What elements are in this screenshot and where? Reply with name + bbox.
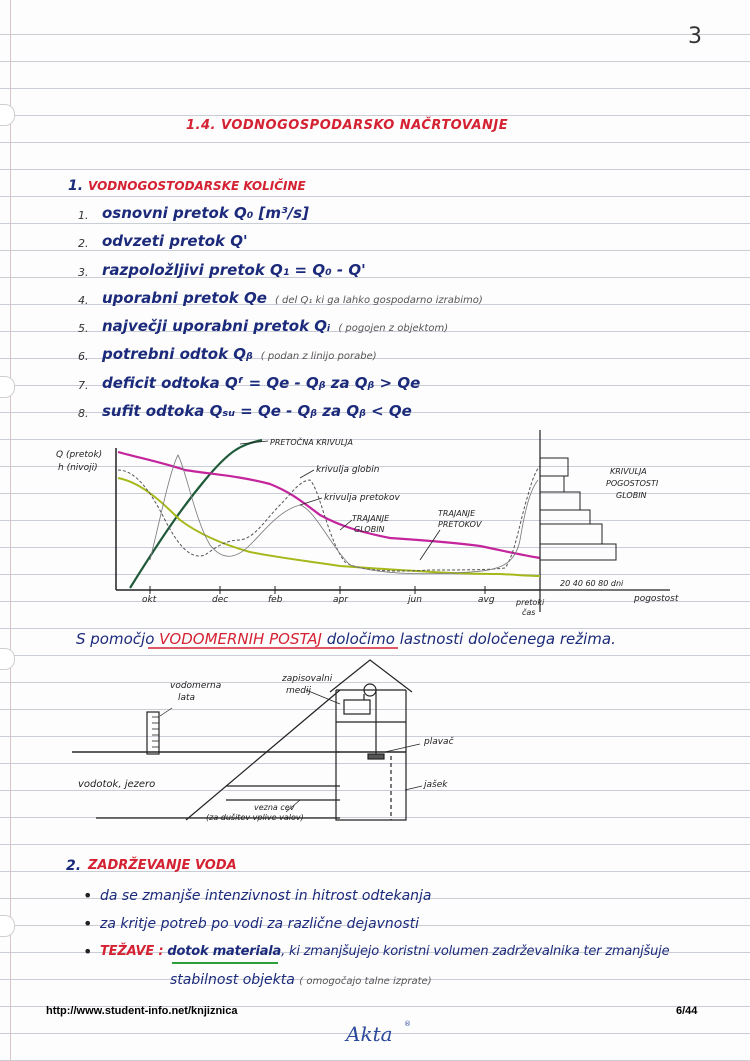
footer-page: 6/44 — [676, 1005, 698, 1017]
month-label: apr — [333, 595, 348, 605]
label-plovac: plavač — [424, 737, 454, 747]
section-title: 1.4. VODNOGOSPODARSKO NAČRTOVANJE — [186, 118, 509, 133]
station-diagram — [72, 660, 422, 820]
subsection-2-title: ZADRŽEVANJE VODA — [88, 858, 237, 873]
freq-ticks: 20 40 60 80 dni — [560, 579, 624, 588]
pogostost-histogram — [540, 458, 616, 560]
subsection-1-number: 1. — [68, 178, 84, 194]
definition-text: razpoložljivi pretok Q₁ = Q₀ - Q' — [102, 261, 366, 279]
definition-note: ( podan z linijo porabe) — [260, 351, 377, 362]
month-label: jun — [408, 595, 422, 605]
label-krivulja-pogostosti-3: GLOBIN — [616, 491, 647, 500]
definition-number: 8. — [78, 407, 89, 420]
label-trajanje-pretokov-2: PRETOKOV — [438, 520, 482, 529]
definition-number: 5. — [78, 322, 89, 335]
definition-note: ( del Q₁ ki ga lahko gospodarno izrabimo) — [274, 295, 483, 306]
label-vodomerna-1: vodomerna — [170, 681, 222, 691]
definition-number: 1. — [78, 209, 89, 222]
month-label: avg — [478, 595, 495, 605]
subsection-1-title: VODNOGOSTODARSKE KOLIČINE — [88, 179, 306, 193]
bullet-dot: • — [83, 942, 93, 961]
pointer-krivulja-globin — [300, 470, 314, 478]
footer-url[interactable]: http://www.student-info.net/knjiznica — [46, 1005, 238, 1017]
sentence-highlight: VODOMERNIH POSTAJ — [159, 630, 322, 648]
subsection-2-number: 2. — [66, 858, 82, 874]
definition-number: 2. — [78, 237, 89, 250]
bullet-item: da se zmanjše intenzivnost in hitrost odtekanja — [100, 888, 432, 904]
tezave-highlight: dotok materiala — [167, 944, 282, 959]
x-end-label-2: čas — [522, 608, 536, 617]
label-krivulja-pogostosti-1: KRIVULJA — [610, 467, 647, 476]
definition-text: sufit odtoka Qₛᵤ = Qe - Qᵦ za Qᵦ < Qe — [102, 402, 412, 420]
tezave-label: TEŽAVE : — [100, 944, 164, 959]
tezave-line-2 — [170, 972, 432, 988]
definition-text: odvzeti pretok Q' — [102, 232, 248, 250]
plovac-float — [368, 754, 384, 759]
sentence-prefix: S pomočjo — [76, 630, 160, 648]
registered-mark: ® — [404, 1020, 411, 1028]
label-vezna-cev-note: (za dušitev vplive valov) — [206, 813, 304, 822]
label-trajanje-pretokov-1: TRAJANJE — [438, 509, 476, 518]
bullet-dot: • — [83, 886, 93, 905]
label-krivulja-pretokov: krivulja pretokov — [324, 493, 400, 503]
tezave-line2-note: ( omogočajo talne izprate) — [299, 976, 432, 987]
definition-number: 6. — [78, 350, 89, 363]
label-vodotok: vodotok, jezero — [78, 779, 156, 790]
month-label: okt — [142, 595, 157, 605]
definition-text: uporabni pretok Qe — [102, 289, 267, 307]
tower-roof — [330, 660, 412, 692]
label-zapisovalni-1: zapisovalni — [282, 674, 333, 684]
pointer-trajanje-pretokov — [420, 530, 440, 560]
month-label: feb — [268, 595, 283, 605]
label-trajanje-globin-1: TRAJANJE — [352, 514, 390, 523]
tezave-rest: , ki zmanjšujejo koristni volumen zadrževalnika ter zmanjšuje — [281, 944, 670, 959]
label-trajanje-globin-2: GLOBIN — [354, 525, 385, 534]
label-vodomerna-2: lata — [178, 693, 196, 703]
definition-note: ( pogojen z objektom) — [338, 323, 449, 334]
tezave-line2: stabilnost objekta — [170, 972, 295, 988]
bullet-item: za kritje potreb po vodi za različne dejavnosti — [100, 916, 420, 932]
sentence-suffix: določimo lastnosti določenega režima. — [321, 630, 616, 648]
definition-text: deficit odtoka Qᶠ = Qe - Qᵦ za Qᵦ > Qe — [102, 374, 421, 392]
definition-text: potrebni odtok Qᵦ — [102, 345, 253, 363]
chart-y-label-2: h (nivoji) — [58, 463, 98, 473]
definition-text: največji uporabni pretok Qᵢ — [102, 317, 331, 335]
definition-text: osnovni pretok Q₀ [m³/s] — [102, 204, 309, 222]
bullet-dot: • — [83, 914, 93, 933]
x-end-label-1: pretoki — [516, 598, 545, 607]
label-zapisovalni-2: medij — [286, 686, 312, 696]
vodomerne-sentence — [76, 630, 616, 648]
akta-logo: Akta — [346, 1022, 393, 1046]
freq-label: pogostost — [634, 594, 679, 604]
chart-y-label-1: Q (pretok) — [56, 450, 103, 460]
zapisovalni-medij-box — [344, 700, 370, 714]
label-krivulja-globin: krivulja globin — [316, 465, 380, 475]
vodomerna-lata — [147, 712, 159, 754]
definition-number: 7. — [78, 379, 89, 392]
definition-number: 3. — [78, 266, 89, 279]
tezave-line — [100, 944, 669, 959]
pretocna-krivulja-curve — [130, 440, 262, 588]
definition-number: 4. — [78, 294, 89, 307]
month-label: dec — [212, 595, 229, 605]
page-number: 3 — [688, 24, 702, 49]
label-pretocna-krivulja: PRETOČNA KRIVULJA — [270, 438, 353, 447]
label-jasek: jašek — [424, 780, 448, 790]
label-krivulja-pogostosti-2: POGOSTOSTI — [606, 479, 659, 488]
label-vezna-cev: vezna cev — [254, 803, 295, 812]
